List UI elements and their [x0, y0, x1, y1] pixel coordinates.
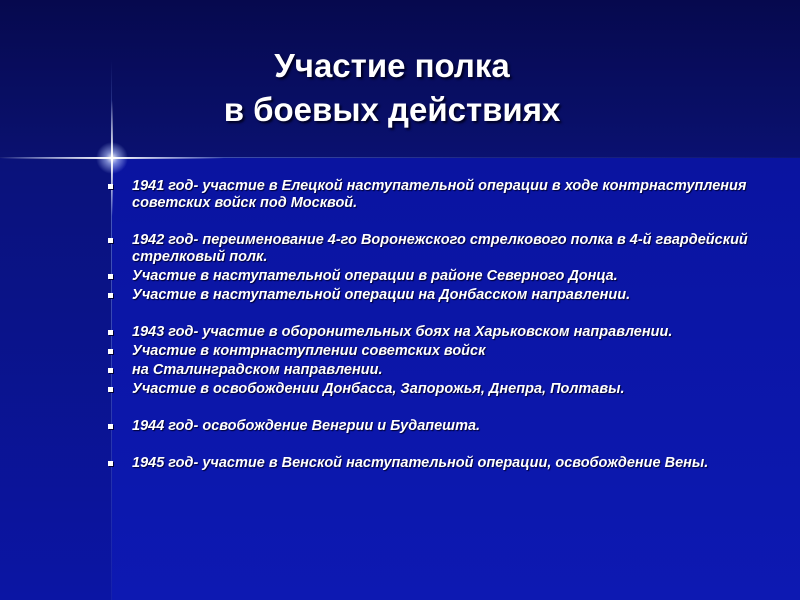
list-item	[108, 324, 748, 341]
list-item-text: 1941 год- участие в Елецкой наступательной операции в ходе контрнаступления советских войск под Москвой.	[132, 178, 747, 211]
page-title	[112, 44, 672, 132]
list-item	[108, 362, 748, 379]
list-item	[108, 343, 748, 360]
list-item-text: 1944 год- освобождение Венгрии и Будапешта.	[132, 418, 481, 434]
list-item	[108, 418, 748, 435]
list-item-text: Участие в наступательной операции в районе Северного Донца.	[132, 268, 618, 284]
bullet-icon	[108, 368, 113, 373]
list-item-text: 1945 год- участие в Венской наступательной операции, освобождение Вены.	[132, 455, 709, 471]
bullet-icon	[108, 387, 113, 392]
bullet-icon	[108, 349, 113, 354]
list-item-text: на Сталинградском направлении.	[132, 362, 383, 378]
bullet-icon	[108, 238, 113, 243]
bullet-icon	[108, 184, 113, 189]
list-item	[108, 268, 748, 285]
bullet-icon	[108, 424, 113, 429]
list-item	[108, 381, 748, 398]
list-item	[108, 455, 748, 472]
bullet-icon	[108, 274, 113, 279]
bullet-icon	[108, 293, 113, 298]
list-item-text: 1942 год- переименование 4-го Воронежского стрелкового полка в 4-й гвардейский стрелковый полк.	[132, 232, 748, 265]
list-item	[108, 178, 748, 212]
title-line-1: Участие полка	[274, 47, 510, 84]
list-item-text: Участие в наступательной операции на Донбасском направлении.	[132, 287, 631, 303]
title-line-2: в боевых действиях	[223, 91, 561, 128]
list-item-text: 1943 год- участие в оборонительных боях на Харьковском направлении.	[132, 324, 673, 340]
bullet-icon	[108, 461, 113, 466]
side-band	[0, 158, 112, 600]
bullet-icon	[108, 330, 113, 335]
list-item-text: Участие в контрнаступлении советских войск	[132, 343, 486, 359]
list-item	[108, 287, 748, 304]
list-item-text: Участие в освобождении Донбасса, Запорожья, Днепра, Полтавы.	[132, 381, 625, 397]
events-list	[108, 178, 748, 472]
list-item	[108, 232, 748, 266]
